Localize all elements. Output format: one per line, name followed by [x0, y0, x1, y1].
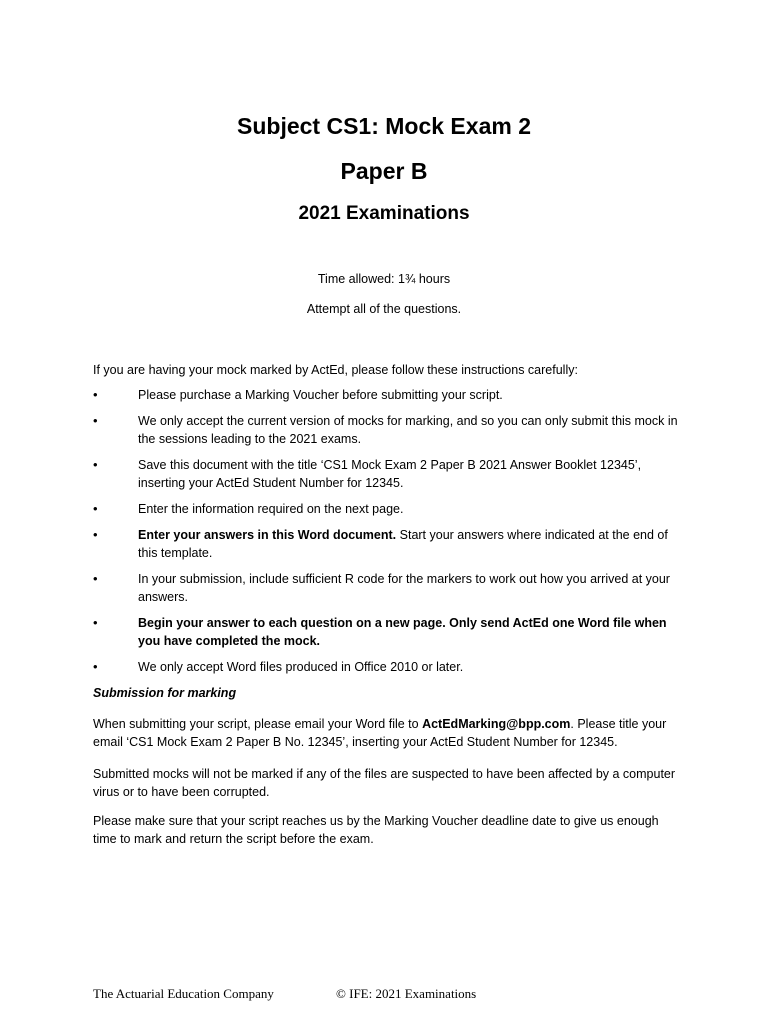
bullet-icon: • [93, 457, 98, 472]
document-title: Subject CS1: Mock Exam 2 [237, 113, 531, 139]
bullet-icon: • [93, 615, 98, 630]
footer-copyright: © IFE: 2021 Examinations [336, 986, 477, 1001]
list-item-text: Save this document with the title ‘CS1 Mock Exam 2 Paper B 2021 Answer Booklet 12345’, inserting your ActEd Student Number for 12345. [138, 458, 642, 490]
bullet-icon: • [93, 387, 98, 402]
bullet-icon: • [93, 501, 98, 516]
bullet-icon: • [93, 413, 98, 428]
list-item-bold: Begin your answer to each question on a new page. Only send ActEd one Word file when you have completed the mock. [138, 616, 667, 648]
submission-text: When submitting your script, please email your Word file to [93, 717, 423, 731]
submission-paragraph [93, 715, 683, 751]
list-item-text: In your submission, include sufficient R code for the markers to work out how you arrived at your answers. [138, 572, 670, 604]
list-item-text: We only accept the current version of mocks for marking, and so you can only submit this mock in the sessions leading to the 2021 exams. [138, 414, 678, 446]
attempt-instruction: Attempt all of the questions. [306, 302, 462, 316]
bullet-icon: • [93, 571, 98, 586]
paper-label: Paper B [340, 158, 428, 184]
bullet-icon: • [93, 527, 98, 542]
list-item-text: We only accept Word files produced in Office 2010 or later. [138, 660, 464, 674]
list-item-text: Please purchase a Marking Voucher before submitting your script. [138, 388, 503, 402]
list-item [93, 500, 683, 518]
list-item [93, 570, 683, 606]
footer-company: The Actuarial Education Company [93, 986, 274, 1001]
bullet-icon: • [93, 659, 98, 674]
list-item-text: Enter the information required on the next page. [138, 502, 404, 516]
list-item [93, 614, 683, 650]
list-item-bold: Enter your answers in this Word document. [138, 528, 397, 542]
list-item [93, 526, 683, 562]
email-address[interactable]: ActEdMarking@bpp.com [422, 717, 571, 731]
time-allowed: Time allowed: 1¾ hours [317, 272, 451, 286]
exam-year: 2021 Examinations [298, 203, 470, 224]
list-item-text: Start your answers where indicated at the end of this template. [138, 528, 668, 560]
instructions-intro: If you are having your mock marked by ActEd, please follow these instructions carefully: [93, 363, 578, 377]
instructions-list [93, 386, 683, 684]
list-item [93, 386, 683, 404]
list-item [93, 412, 683, 448]
submission-text: . Please title your email ‘CS1 Mock Exam 2 Paper B No. 12345’, inserting your ActEd Student Number for 12345. [93, 717, 667, 749]
submission-heading: Submission for marking [93, 686, 237, 700]
deadline-notice: Please make sure that your script reaches us by the Marking Voucher deadline date to give us enough time to mark and return the script before the exam. [93, 814, 659, 846]
list-item [93, 658, 683, 676]
virus-notice: Submitted mocks will not be marked if any of the files are suspected to have been affected by a computer virus or to have been corrupted. [93, 767, 676, 799]
list-item [93, 456, 683, 492]
